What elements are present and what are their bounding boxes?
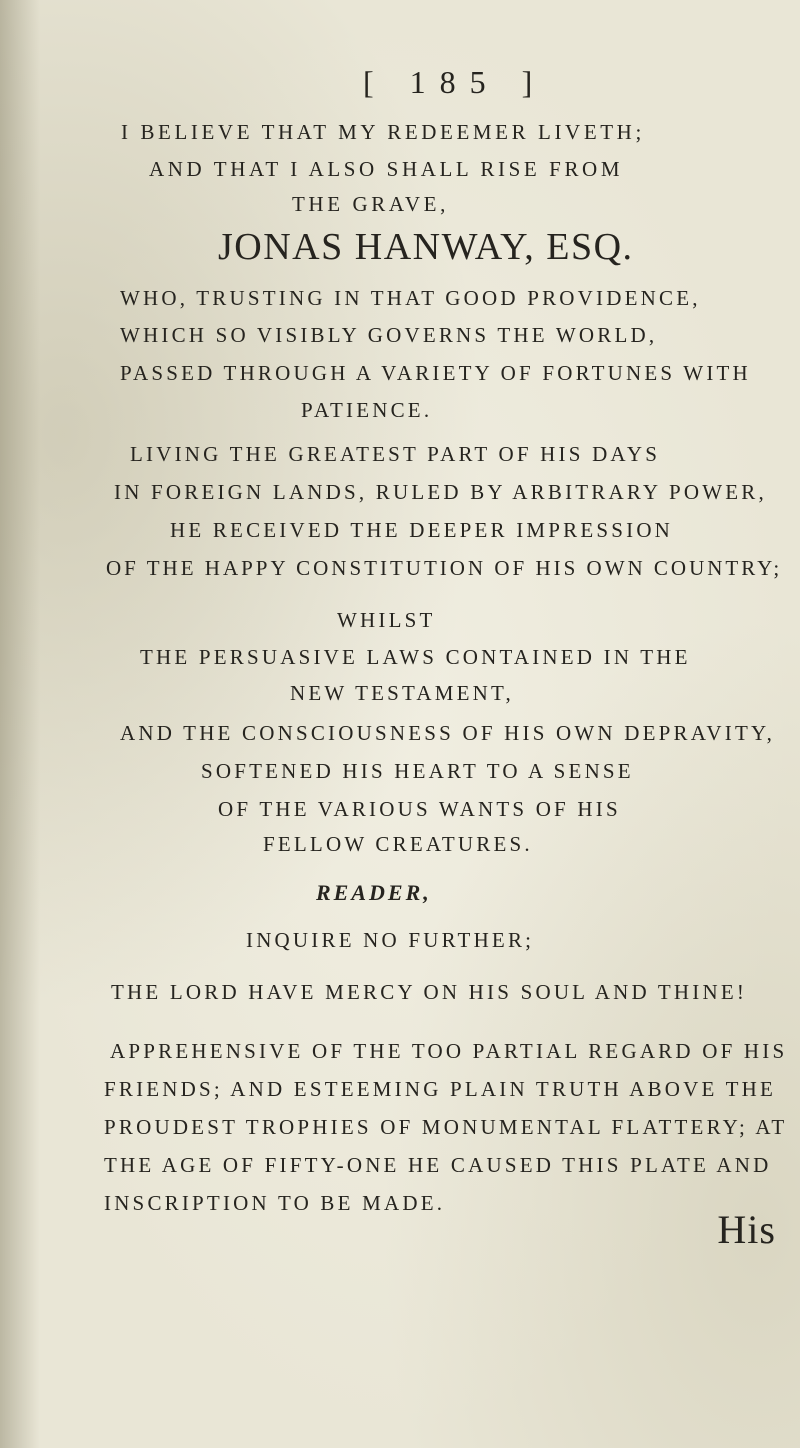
body-line-10: THE PERSUASIVE LAWS CONTAINED IN THE (140, 645, 691, 669)
reader-address: READER, (316, 880, 432, 905)
body-line-8: OF THE HAPPY CONSTITUTION OF HIS OWN COUNTRY; (106, 556, 783, 580)
body-line-7: HE RECEIVED THE DEEPER IMPRESSION (170, 518, 674, 542)
body-line-11: NEW TESTAMENT, (290, 681, 514, 705)
body-line-6: IN FOREIGN LANDS, RULED BY ARBITRARY POWER, (114, 480, 767, 504)
scripture-line-1: I BELIEVE THAT MY REDEEMER LIVETH; (121, 120, 645, 144)
body-line-4: PATIENCE. (301, 398, 433, 422)
note-line-2: FRIENDS; AND ESTEEMING PLAIN TRUTH ABOVE THE (104, 1077, 777, 1101)
page-number: [ 185 ] (363, 64, 547, 100)
note-line-3: PROUDEST TROPHIES OF MONUMENTAL FLATTERY; AT (104, 1115, 788, 1139)
body-line-5: LIVING THE GREATEST PART OF HIS DAYS (130, 442, 661, 466)
scripture-line-3: THE GRAVE, (292, 192, 449, 216)
body-line-1: WHO, TRUSTING IN THAT GOOD PROVIDENCE, (120, 286, 701, 310)
body-line-13: SOFTENED HIS HEART TO A SENSE (201, 759, 634, 783)
body-line-12: AND THE CONSCIOUSNESS OF HIS OWN DEPRAVITY, (120, 721, 776, 745)
scripture-line-2: AND THAT I ALSO SHALL RISE FROM (149, 157, 624, 181)
closing-line-2: THE LORD HAVE MERCY ON HIS SOUL AND THINE! (111, 980, 748, 1004)
body-line-3: PASSED THROUGH A VARIETY OF FORTUNES WITH (120, 361, 751, 385)
note-line-1: APPREHENSIVE OF THE TOO PARTIAL REGARD OF HIS (110, 1039, 788, 1063)
body-line-9: WHILST (337, 608, 436, 632)
epitaph-name: JONAS HANWAY, ESQ. (218, 226, 634, 268)
page-gutter-shadow (0, 0, 40, 1448)
note-line-4: THE AGE OF FIFTY-ONE HE CAUSED THIS PLATE AND (104, 1153, 772, 1177)
closing-line-1: INQUIRE NO FURTHER; (246, 928, 535, 952)
catchword: His (717, 1207, 776, 1252)
body-line-14: OF THE VARIOUS WANTS OF HIS (218, 797, 621, 821)
body-line-15: FELLOW CREATURES. (263, 832, 533, 856)
body-line-2: WHICH SO VISIBLY GOVERNS THE WORLD, (120, 323, 658, 347)
note-line-5: INSCRIPTION TO BE MADE. (104, 1191, 446, 1215)
